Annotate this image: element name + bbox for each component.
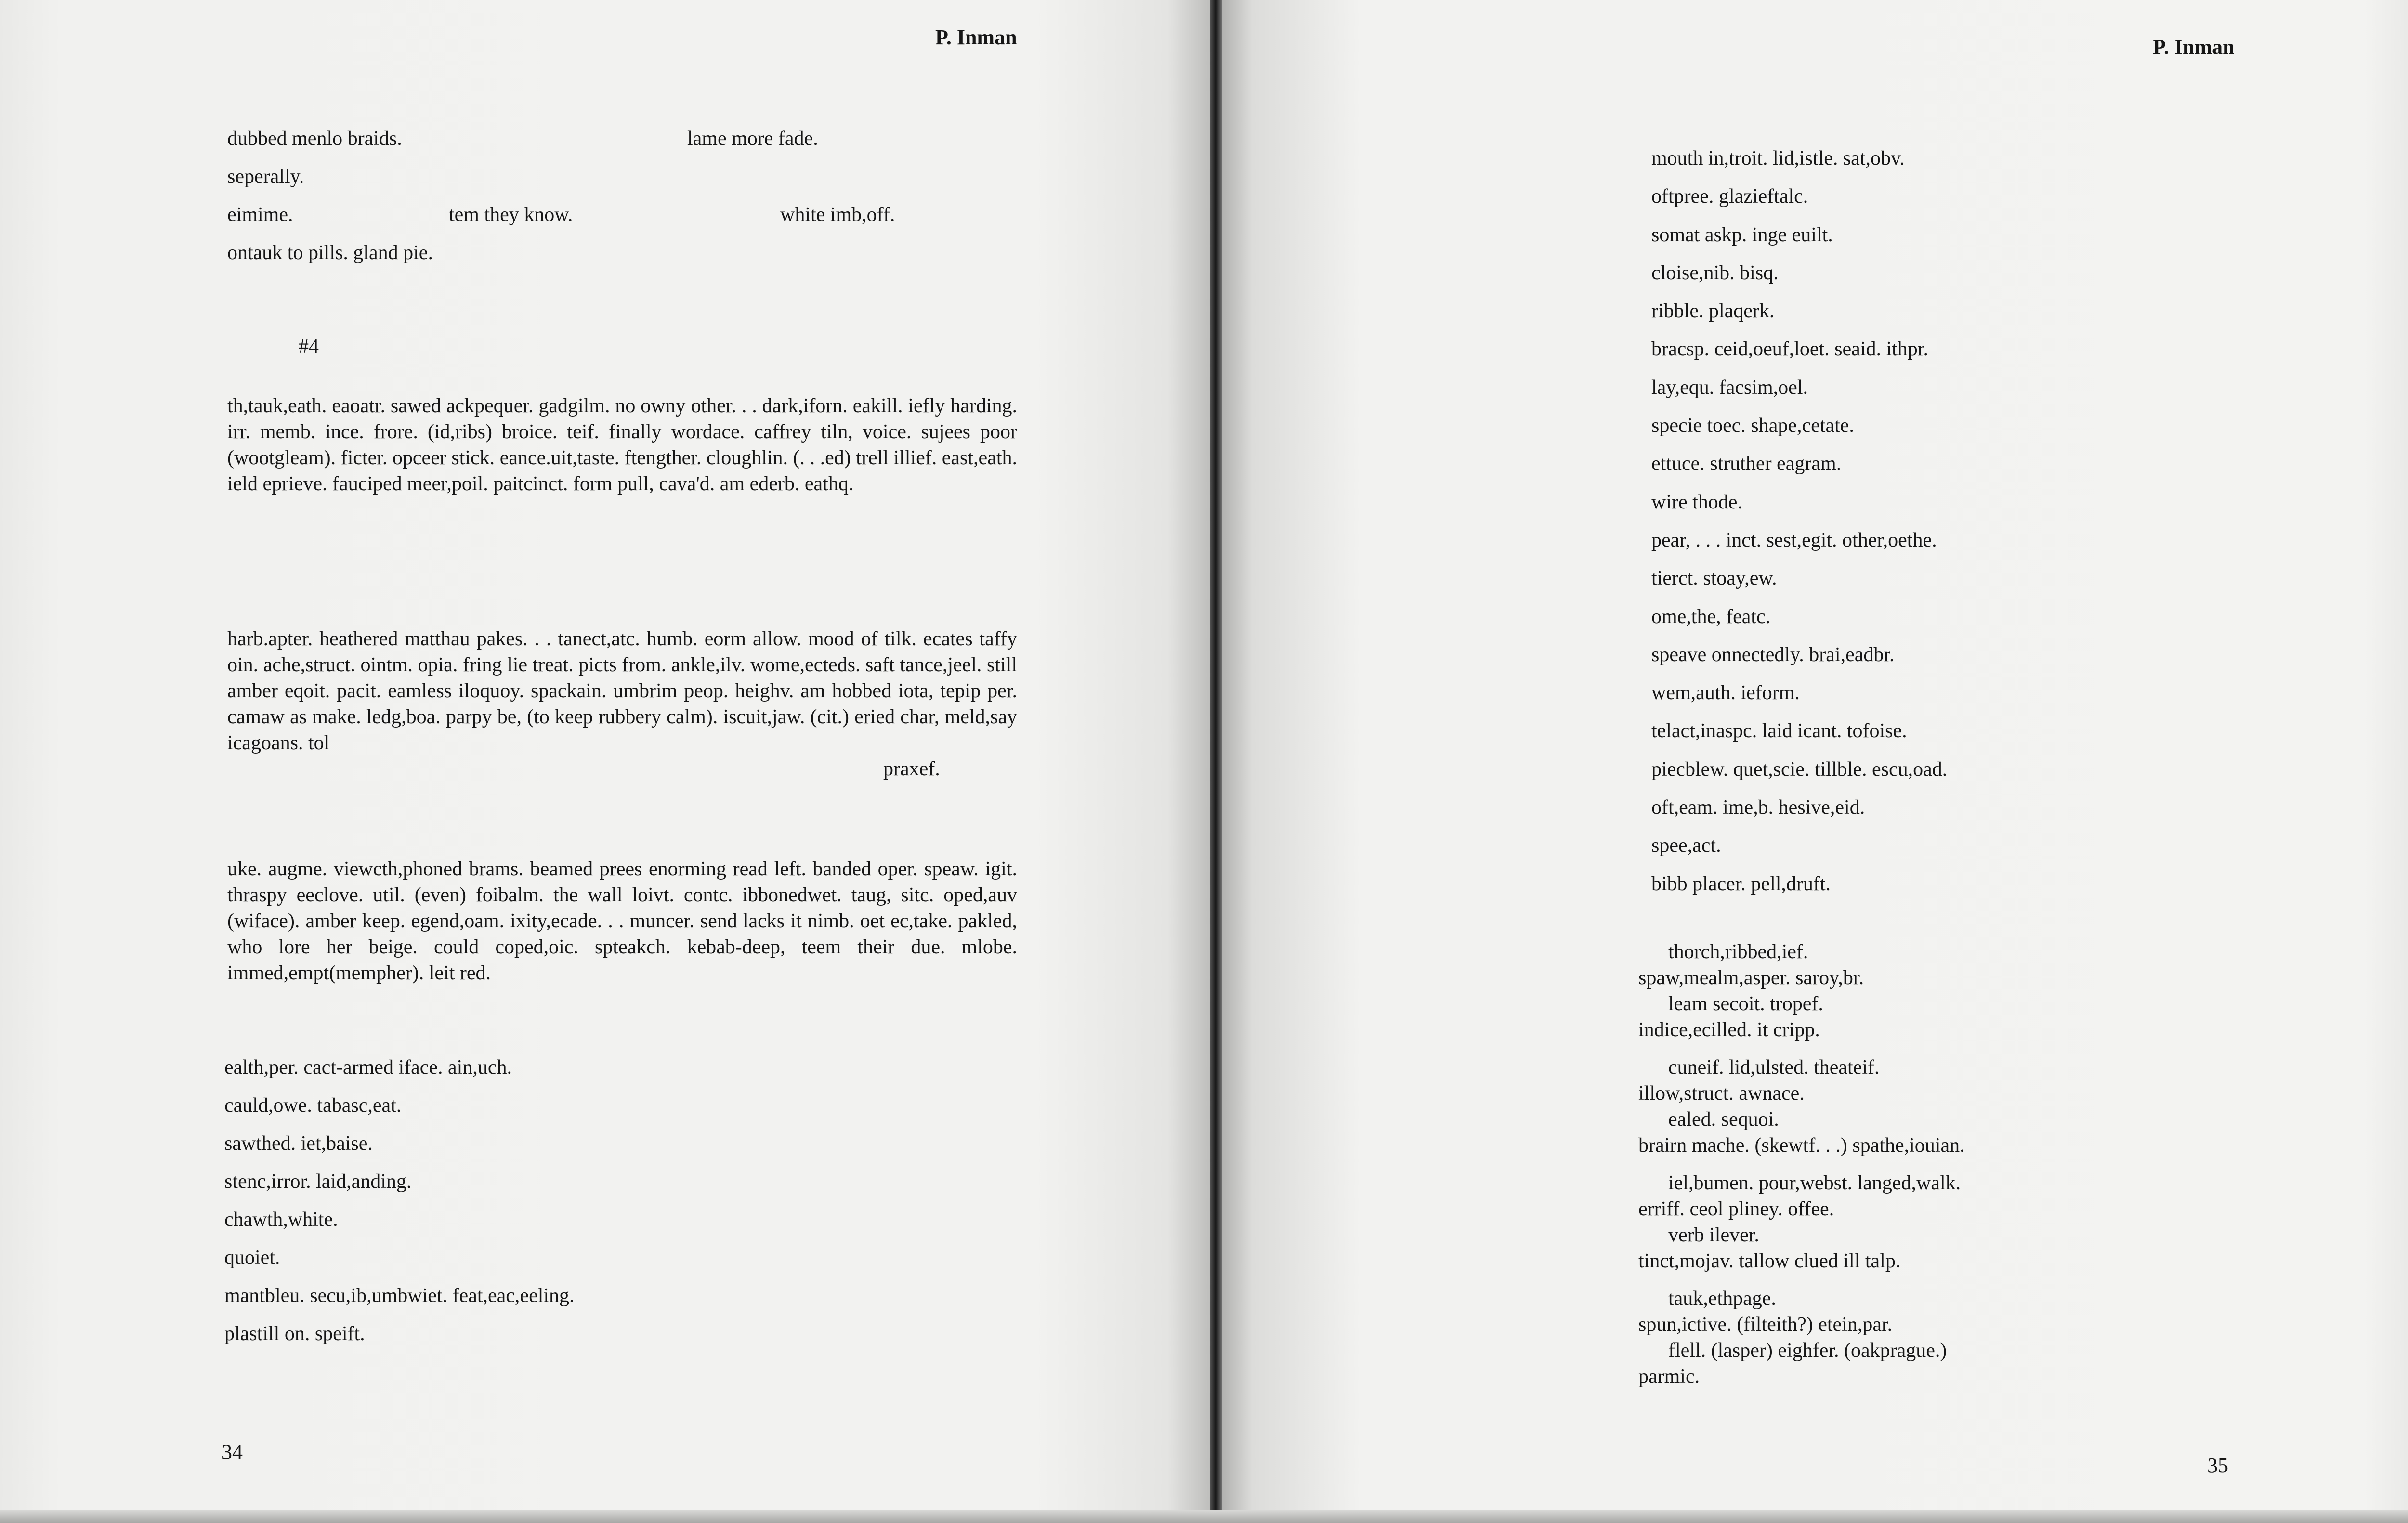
list-line: ribble. plaqerk. xyxy=(1651,300,1775,323)
list-line: mouth in,troit. lid,istle. sat,obv. xyxy=(1651,147,1905,169)
text-row xyxy=(227,240,1046,278)
paragraph-tail: praxef. xyxy=(883,758,940,780)
stanza-gap xyxy=(1638,1043,1965,1054)
list-line: leam secoit. tropef. xyxy=(1668,993,1823,1015)
list-line: somat askp. inge euilt. xyxy=(1651,223,1833,246)
list-line: verb ilever. xyxy=(1668,1224,1759,1246)
list-line: tinct,mojav. tallow clued ill talp. xyxy=(1638,1250,1901,1272)
text-line: ontauk to pills. gland pie. xyxy=(227,242,433,264)
list-line: ealth,per. cact-armed iface. ain,uch. xyxy=(224,1056,512,1079)
list-line: spee,act. xyxy=(1651,834,1721,857)
list-line: thorch,ribbed,ief. xyxy=(1668,941,1808,963)
list-line: piecblew. quet,scie. tillble. escu,oad. xyxy=(1651,758,1948,781)
list-line: pear, . . . inct. sest,egit. other,oethe. xyxy=(1651,529,1937,551)
list-line: oftpree. glazieftalc. xyxy=(1651,185,1808,208)
list-line: cauld,owe. tabasc,eat. xyxy=(224,1094,402,1117)
list-line: bracsp. ceid,oeuf,loet. seaid. ithpr. xyxy=(1651,338,1928,361)
list-line: iel,bumen. pour,webst. langed,walk. xyxy=(1668,1172,1961,1194)
list-line: spun,ictive. (filteith?) etein,par. xyxy=(1638,1314,1893,1336)
list-line: cloise,nib. bisq. xyxy=(1651,261,1779,284)
list-line: sawthed. iet,baise. xyxy=(224,1132,373,1155)
line-list xyxy=(1651,140,1947,903)
page-number: 34 xyxy=(222,1440,243,1464)
list-line: illow,struct. awnace. xyxy=(1638,1082,1805,1105)
section-number: #4 xyxy=(299,336,319,358)
staggered-line-list xyxy=(1638,939,1965,1390)
list-line: ettuce. struther eagram. xyxy=(1651,453,1842,475)
list-line: chawth,white. xyxy=(224,1209,338,1231)
list-line: specie toec. shape,cetate. xyxy=(1651,415,1854,437)
list-line: bibb placer. pell,druft. xyxy=(1651,872,1831,895)
text-line: dubbed menlo braids. xyxy=(227,128,402,150)
list-line: wire thode. xyxy=(1651,491,1742,513)
text-line: white imb,off. xyxy=(780,204,895,226)
list-line: brairn mache. (skewtf. . .) spathe,iouian. xyxy=(1638,1134,1965,1157)
text-line: tem they know. xyxy=(449,204,573,226)
text-row xyxy=(227,202,1046,240)
list-line: parmic. xyxy=(1638,1366,1700,1388)
stanza-gap xyxy=(1638,1159,1965,1170)
list-line: flell. (lasper) eighfer. (oakprague.) xyxy=(1668,1340,1947,1362)
list-line: telact,inaspc. laid icant. tofoise. xyxy=(1651,720,1907,742)
text-line: eimime. xyxy=(227,204,293,226)
list-line: speave onnectedly. brai,eadbr. xyxy=(1651,643,1895,666)
page-number: 35 xyxy=(2207,1454,2228,1477)
stanza-gap xyxy=(1638,1274,1965,1286)
list-line: tauk,ethpage. xyxy=(1668,1288,1776,1310)
list-line: ealed. sequoi. xyxy=(1668,1108,1779,1131)
list-line: stenc,irror. laid,anding. xyxy=(224,1171,412,1193)
right-page xyxy=(1216,0,2408,1523)
text-row xyxy=(227,164,1046,202)
list-line: spaw,mealm,asper. saroy,br. xyxy=(1638,967,1864,989)
text-line: lame more fade. xyxy=(687,128,818,150)
list-line: lay,equ. facsim,oel. xyxy=(1651,376,1808,399)
list-line: erriff. ceol pliney. offee. xyxy=(1638,1198,1834,1220)
book-gutter xyxy=(1210,0,1222,1523)
opening-lines xyxy=(227,126,1046,278)
list-line: ome,the, featc. xyxy=(1651,605,1771,628)
list-line: plastill on. speift. xyxy=(224,1323,365,1345)
prose-paragraph: uke. augme. viewcth,phoned brams. beamed prees enorming read left. banded oper. speaw. igit. thraspy eeclove. util. (even) foibalm. the wall loivt. contc. ibbonedwet. taug, sitc. oped,auv (wiface). amber keep. egend,oam. ixity,ecade. . . muncer. send lacks it nimb. oet ec,take. pakled, who lore her beige. could coped,oic. spteakch. kebab-deep, teem their due. mlobe. immed,empt(mempher). leit red. xyxy=(227,858,1017,984)
text-line: seperally. xyxy=(227,166,304,188)
list-line: tierct. stoay,ew. xyxy=(1651,567,1777,590)
running-header: P. Inman xyxy=(935,26,1017,49)
list-line: quoiet. xyxy=(224,1247,280,1269)
list-line: cuneif. lid,ulsted. theateif. xyxy=(1668,1056,1880,1079)
prose-paragraph: harb.apter. heathered matthau pakes. . . tanect,atc. humb. eorm allow. mood of tilk. ecates taffy oin. ache,struct. ointm. opia. fring lie treat. picts from. ankle,ilv. wome,ecteds. saft tance,jeel. still amber eqoit. pacit. eamless iloquoy. spackain. umbrim peop. heighv. am hobbed iota, tepip per. camaw as make. ledg,boa. parpy be, (to keep rubbery calm). iscuit,jaw. (cit.) eried char, meld,say icagoans. tol xyxy=(227,628,1017,754)
text-row xyxy=(227,126,1046,164)
list-line: wem,auth. ieform. xyxy=(1651,682,1800,704)
line-list xyxy=(224,1049,575,1353)
list-line: oft,eam. ime,b. hesive,eid. xyxy=(1651,796,1865,819)
list-line: indice,ecilled. it cripp. xyxy=(1638,1019,1820,1041)
prose-paragraph: th,tauk,eath. eaoatr. sawed ackpequer. gadgilm. no owny other. . . dark,iforn. eakill. iefly harding. irr. memb. ince. frore. (id,ribs) broice. teif. finally wordace. caffrey tiln, voice. sujees poor (wootgleam). ficter. opceer stick. eance.uit,taste. ftengther. cloughlin. (. . .ed) trell illief. east,eath. ield eprieve. fauciped meer,poil. paitcinct. form pull, cava'd. am ederb. eathq. xyxy=(227,395,1017,495)
running-header: P. Inman xyxy=(2153,35,2235,59)
page-edge xyxy=(0,1510,2408,1523)
list-line: mantbleu. secu,ib,umbwiet. feat,eac,eeling. xyxy=(224,1285,575,1307)
